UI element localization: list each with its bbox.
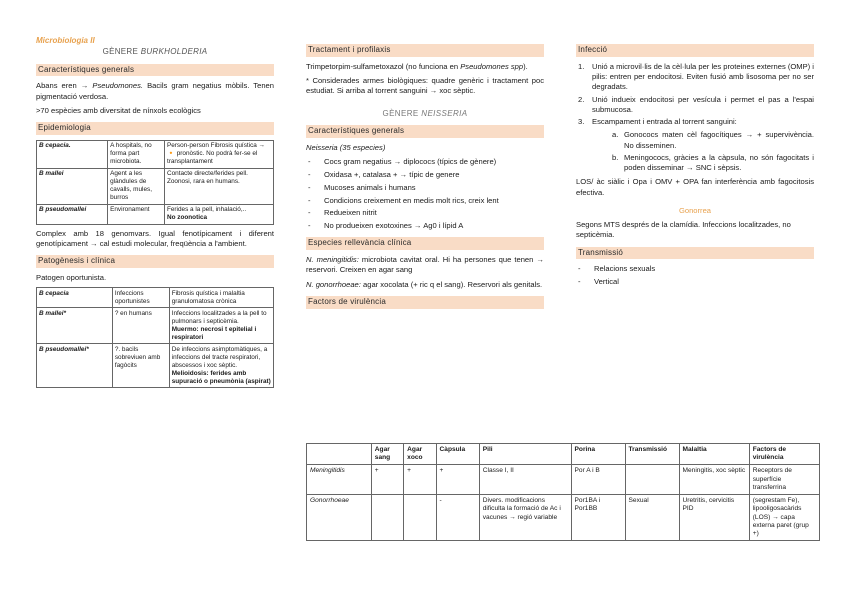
table-cell	[169, 308, 273, 344]
table-header-cell: Pili	[479, 444, 571, 465]
table-cell: ?. bacils sobreviuen amb fagòcits	[112, 344, 169, 388]
table-header-cell: Porina	[571, 444, 625, 465]
table-row	[37, 140, 274, 168]
table-cell: Contacte directe/ferides pell. Zoonosi, rara en humans.	[164, 168, 273, 204]
paragraph-gonorrhoeae	[306, 280, 544, 290]
cell-text-bold: No zoonotica	[166, 214, 208, 222]
list-item: 3. Escampament i entrada al torrent sanguini:	[578, 117, 737, 127]
cell-text-bold: Melioidosis: ferides amb supuració o pneumònia (aspirat)	[171, 369, 271, 385]
genus-name: BURKHOLDERIA	[140, 46, 208, 56]
table-cell: +	[436, 465, 479, 495]
list-item: - Oxidasa +, catalasa + → típic de genere	[306, 170, 544, 180]
virulence-table	[306, 443, 820, 541]
table-cell: +	[371, 465, 403, 495]
table-cell: Meningitidis	[307, 465, 372, 495]
table-header-cell: Càpsula	[436, 444, 479, 465]
column-treatment-neisseria	[306, 44, 544, 314]
epidemiology-table	[36, 140, 274, 225]
table-cell	[164, 204, 273, 224]
table-cell: (segrestam Fe), lipooligosacàrids (LOS) → capa externa paret (grup +)	[749, 495, 819, 541]
table-cell: B pseudomallei*	[37, 344, 113, 388]
table-cell: B cepacia.	[37, 140, 108, 168]
genus-prefix: GÈNERE	[382, 108, 419, 118]
table-cell: Receptors de superfície transferrina	[749, 465, 819, 495]
section-heading-general: Característiques generals	[36, 64, 274, 77]
table-cell	[404, 495, 436, 541]
genus-prefix: GÈNERE	[102, 46, 139, 56]
table-cell: +	[404, 465, 436, 495]
text: agar xocolata (+ ric q el sang). Reservori als genitals.	[360, 279, 543, 289]
table-cell: Classe I, II	[479, 465, 571, 495]
table-header-cell: Factors de virulència	[749, 444, 819, 465]
table-row	[37, 344, 274, 388]
table-cell: B cepacia	[37, 288, 113, 308]
column-infection	[576, 44, 814, 290]
table-cell: Agent a les glàndules de cavalls, mules, burros	[108, 168, 165, 204]
cell-text: Infeccions localitzades a la pell to pulmonars i septicèmia.	[171, 309, 267, 325]
section-heading-transmission: Transmissió	[576, 247, 814, 260]
table-row	[37, 308, 274, 344]
section-heading-infection: Infecció	[576, 44, 814, 57]
neisseria-features-list	[306, 157, 544, 231]
table-row	[307, 495, 820, 541]
paragraph-gonorrea: Segons MTS després de la clamídia. Infeccions localitzades, no septicèmia.	[576, 220, 791, 240]
virulence-table-wrapper	[306, 441, 820, 543]
table-cell: A hospitals, no forma part microbiota.	[108, 140, 165, 168]
neisseria-species-count: Neisseria (35 especies)	[306, 143, 386, 153]
table-cell: Gonorrhoeae	[307, 495, 372, 541]
list-item: - Redueixen nitrit	[306, 208, 544, 218]
paragraph-pathogen: Patogen oportunista.	[36, 273, 107, 283]
genus-name: NEISSERIA	[421, 108, 468, 118]
list-item: - Condicions creixement en medis molt rics, creix lent	[306, 196, 544, 206]
cell-text: Ferides a la pell, inhalació,..	[166, 206, 247, 214]
section-heading-treatment: Tractament i profilaxis	[306, 44, 544, 57]
text-italic: Pseudomones.	[92, 81, 144, 91]
table-row	[307, 465, 820, 495]
text-italic: Pseudomones spp	[460, 61, 524, 71]
table-header-cell	[307, 444, 372, 465]
table-cell	[169, 344, 273, 388]
infection-steps-list	[576, 62, 814, 128]
paragraph-general-2: >70 espècies amb diversitat de nínxols ecològics	[36, 105, 201, 115]
list-item: - Cocs gram negatius → diplococs (típics de gènere)	[306, 157, 544, 167]
list-item: 1. Unió a microvil·lis de la cèl·lula per les proteines externes (OMP) i pilis: entren per endocitosi. Eviten fusió amb lisosoma per no ser degradats.	[578, 61, 814, 92]
table-row	[37, 288, 274, 308]
table-cell: Infeccions oportunistes	[112, 288, 169, 308]
table-header-cell: Agar xoco	[404, 444, 436, 465]
table-cell: Meningitis, xoc sèptic	[679, 465, 749, 495]
table-cell: B mallei*	[37, 308, 113, 344]
table-header-cell: Agar sang	[371, 444, 403, 465]
paragraph-genomovars: Complex amb 18 genomvars. Igual fenotípicament i diferent genotípicament → cal estudi molecular, freqüència a l'ambient.	[36, 228, 274, 249]
table-cell: Uretritis, cervicitis PID	[679, 495, 749, 541]
infection-substeps-list	[612, 130, 814, 173]
table-row	[37, 168, 274, 204]
text: ).	[523, 61, 528, 71]
transmission-list	[576, 264, 814, 287]
table-cell: B pseudomallei	[37, 204, 108, 224]
paragraph-general-1	[36, 81, 274, 102]
text: Unió a microvil·lis de la cèl·lula per les proteines externes (OMP) i pilis: entren per endocitosi. Eviten fusió amb lisosoma per no ser degradats.	[592, 61, 814, 92]
table-cell: Divers. modificacions dificulta la formació de Ac i vacunes → regió variable	[479, 495, 571, 541]
text: Abans eren →	[36, 81, 93, 91]
neisseria-title	[306, 109, 544, 120]
table-cell: Por A i B	[571, 465, 625, 495]
table-cell: Environament	[108, 204, 165, 224]
list-item: 2. Unió indueix endocitosi per vesícula i permet el pas a l'espai submucosa.	[578, 94, 814, 114]
text: microbiota cavitat oral. Hi ha persones que tenen → reservori. Creixen en agar sang	[306, 255, 544, 275]
list-item: - Mucoses animals i humans	[306, 183, 544, 193]
table-cell: B mallei	[37, 168, 108, 204]
text: Unió indueix endocitosi per vesícula i permet el pas a l'espai submucosa.	[592, 94, 814, 114]
list-item: - Vertical	[576, 277, 814, 287]
course-title: Microbiologia II	[36, 36, 95, 45]
list-item: - No produeixen exotoxines → Ag0 i lípid A	[306, 221, 544, 231]
section-heading-species: Especies rellevància clínica	[306, 237, 544, 250]
text-italic: N. gonorrhoeae:	[306, 279, 361, 289]
paragraph-treatment-2: * Considerades armes biològiques: quadre genèric i tractament poc estudiat. Si arriba al torrent sanguini → xoc sèptic.	[306, 76, 544, 96]
section-heading-epidemiology: Epidemiologia	[36, 122, 274, 135]
text: Gonococs maten cèl fagocítiques → + supervivència. No disseminen.	[624, 130, 814, 150]
list-item: b. Meningococs, gràcies a la càpsula, no són fagocitats i poden disseminar → SNC i sèpsis.	[612, 152, 814, 173]
text: Trimpetorpim-sulfametoxazol (no funciona en	[306, 61, 461, 71]
text-italic: N. meningitidis:	[306, 255, 359, 265]
genus-title	[36, 47, 274, 58]
table-cell	[371, 495, 403, 541]
cell-text-bold: Muermo: necrosi t epitelial i respiratori	[171, 325, 257, 341]
gonorrea-title: Gonorrea	[678, 205, 712, 215]
pathogenesis-table	[36, 287, 274, 388]
table-cell: -	[436, 495, 479, 541]
text: Escampament i entrada al torrent sanguini:	[592, 117, 737, 127]
text: Meningococs, gràcies a la càpsula, no són fagocitats i poden disseminar → SNC i sèpsis.	[624, 152, 814, 173]
table-cell: Por1BA i Por1BB	[571, 495, 625, 541]
table-cell: Sexual	[625, 495, 679, 541]
cell-text: De infeccions asimptomàtiques, a infeccions del tracte respiratori, abscessos i xoc sèptic.	[171, 345, 268, 369]
list-item: a. Gonococs maten cèl fagocítiques → + supervivència. No disseminen.	[612, 130, 814, 150]
paragraph-meningitidis	[306, 255, 544, 276]
section-heading-neisseria-general: Característiques generals	[306, 125, 544, 138]
table-cell: ? en humans	[112, 308, 169, 344]
table-header-cell: Malaltia	[679, 444, 749, 465]
section-heading-pathogenesis: Patogènesis i clínica	[36, 255, 274, 268]
column-burkholderia	[36, 36, 274, 390]
table-header-row	[307, 444, 820, 465]
table-cell: Person-person Fibrosis quística → 🔸 pronòstic. No podrà fer-se el transplantament	[164, 140, 273, 168]
table-cell	[625, 465, 679, 495]
paragraph-los: LOS/ àc siàlic i Opa i OMV + OPA fan interferència amb fagocitosis efectiva.	[576, 177, 814, 197]
table-header-cell: Transmissió	[625, 444, 679, 465]
table-row	[37, 204, 274, 224]
section-heading-virulence: Factors de virulència	[306, 296, 544, 309]
paragraph-treatment-1	[306, 62, 544, 72]
table-cell: Fibrosis quística i malaltia granulomatosa crònica	[169, 288, 273, 308]
text: Bacils gram negatius mòbils. Tenen pigmentació verdosa.	[36, 81, 274, 101]
list-item: - Relacions sexuals	[576, 264, 814, 274]
